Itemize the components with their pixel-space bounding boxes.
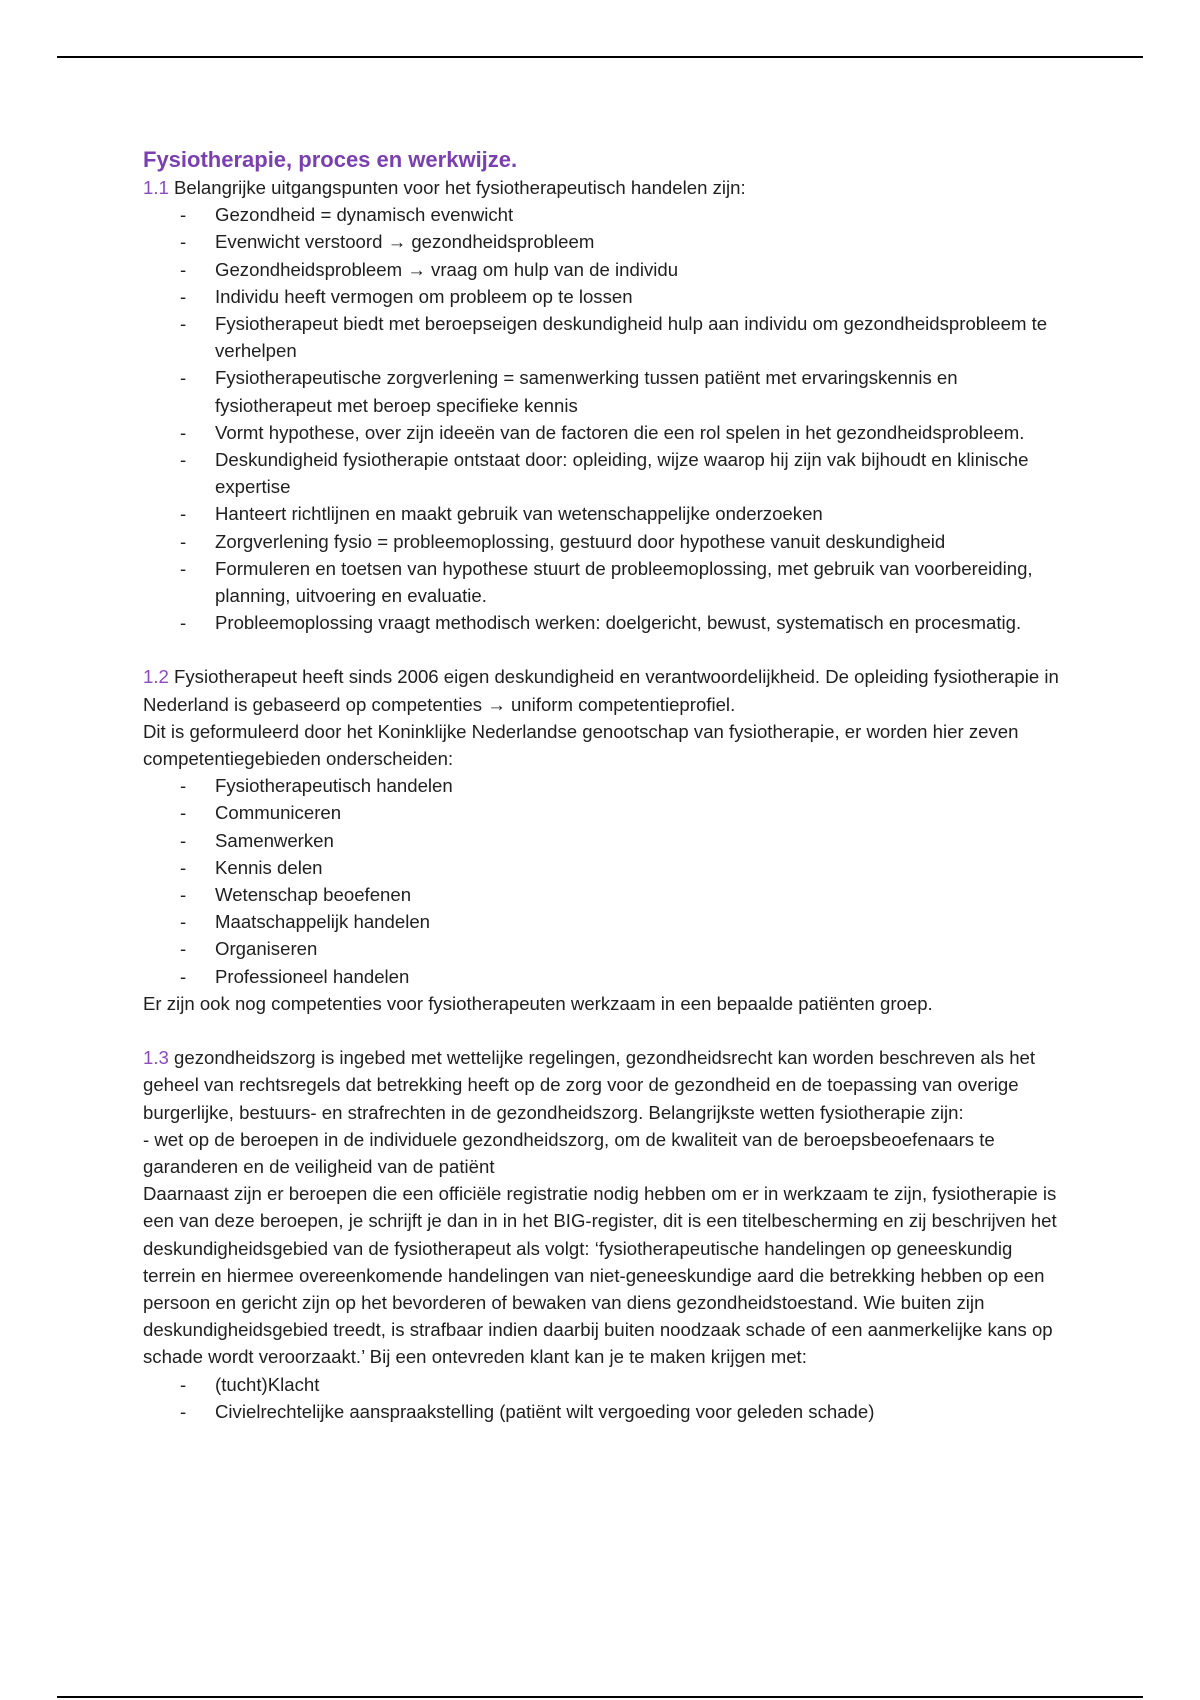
section-2-number: 1.2 (143, 666, 169, 688)
section-2-outro: Er zijn ook nog competenties voor fysiotherapeuten werkzaam in een bepaalde patiënten groep. (143, 992, 933, 1014)
list-item: - Fysiotherapeut biedt met beroepseigen deskundigheid hulp aan individu om gezondheidsprobleem te verhelpen (143, 310, 1063, 364)
list-item: - (tucht)Klacht (143, 1371, 1063, 1398)
section-3-body: Daarnaast zijn er beroepen die een officiële registratie nodig hebben om er in werkzaam te zijn, fysiotherapie is een van deze beroepen, je schrijft je dan in in het BIG-register, dit is een titelbescherming en zij beschrijven het deskundigheidsgebied van de fysiotherapeut als volgt: ‘fysiotherapeutische handelingen op geneeskundig terrein en hiermee overeenkomende handelingen van niet-geneeskundige aard die betrekking hebben op een persoon en gericht zijn op het bevorderen of bewaken van diens gezondheidstoestand. Wie buiten zijn deskundigheidsgebied treedt, is strafbaar indien daarbij buiten noodzaak schade of een aanmerkelijke kans op schade wordt veroorzaakt.’ Bij een ontevreden klant kan je te maken krijgen met: (143, 1183, 1057, 1368)
list-item: - Probleemoplossing vraagt methodisch werken: doelgericht, bewust, systematisch en procesmatig. (143, 609, 1063, 636)
section-3-list (143, 1371, 1063, 1425)
list-item: - Gezondheidsprobleem → vraag om hulp van de individu (143, 256, 1063, 283)
list-item: - Fysiotherapeutische zorgverlening = samenwerking tussen patiënt met ervaringskennis en fysiotherapeut met beroep specifieke kennis (143, 364, 1063, 418)
list-item: - Communiceren (143, 799, 1063, 826)
list-item: - Gezondheid = dynamisch evenwicht (143, 201, 1063, 228)
list-item: - Hanteert richtlijnen en maakt gebruik van wetenschappelijke onderzoeken (143, 500, 1063, 527)
list-item: - Formuleren en toetsen van hypothese stuurt de probleemoplossing, met gebruik van voorbereiding, planning, uitvoering en evaluatie. (143, 555, 1063, 609)
list-item: - Civielrechtelijke aanspraakstelling (patiënt wilt vergoeding voor geleden schade) (143, 1398, 1063, 1425)
list-item: - Wetenschap beoefenen (143, 881, 1063, 908)
section-3-number: 1.3 (143, 1047, 169, 1069)
list-item: - Organiseren (143, 935, 1063, 962)
section-1-number: 1.1 (143, 177, 169, 198)
list-item: - Vormt hypothese, over zijn ideeën van de factoren die een rol spelen in het gezondheidsprobleem. (143, 419, 1063, 446)
list-item: - Professioneel handelen (143, 963, 1063, 990)
section-2-intro-2: Dit is geformuleerd door het Koninklijke Nederlandse genootschap van fysiotherapie, er worden hier zeven competentiegebieden onderscheiden: (143, 720, 1019, 770)
list-item: - Individu heeft vermogen om probleem op te lossen (143, 283, 1063, 310)
list-item: - Kennis delen (143, 854, 1063, 881)
list-item: - Fysiotherapeutisch handelen (143, 772, 1063, 799)
section-1-intro: 1.1 Belangrijke uitgangspunten voor het fysiotherapeutisch handelen zijn: (143, 177, 746, 198)
section-gap (143, 636, 1063, 663)
section-3-intro: 1.3 gezondheidszorg is ingebed met wettelijke regelingen, gezondheidsrecht kan worden beschreven als het geheel van rechtsregels dat betrekking heeft op de zorg voor de gezondheid en de toepassing van overige burgerlijke, bestuurs- en strafrechten in de gezondheidszorg. Belangrijkste wetten fysiotherapie zijn: (143, 1047, 1036, 1123)
section-1-list (143, 201, 1063, 636)
section-2-intro: 1.2 Fysiotherapeut heeft sinds 2006 eigen deskundigheid en verantwoordelijkheid. De opleiding fysiotherapie in Nederland is gebaseerd op competenties → uniform competentieprofiel. (143, 666, 1059, 715)
page-title: Fysiotherapie, proces en werkwijze. (143, 147, 518, 172)
list-item: - Deskundigheid fysiotherapie ontstaat door: opleiding, wijze waarop hij zijn vak bijhoudt en klinische expertise (143, 446, 1063, 500)
document-body (143, 146, 1063, 1425)
list-item: - Samenwerken (143, 827, 1063, 854)
footer-rule (57, 1696, 1143, 1698)
list-item: - Maatschappelijk handelen (143, 908, 1063, 935)
section-2-list (143, 772, 1063, 990)
section-3-law: - wet op de beroepen in de individuele gezondheidszorg, om de kwaliteit van de beroepsbeoefenaars te garanderen en de veiligheid van de patiënt (143, 1128, 995, 1177)
list-item: - Evenwicht verstoord → gezondheidsprobleem (143, 228, 1063, 255)
list-item: - Zorgverlening fysio = probleemoplossing, gestuurd door hypothese vanuit deskundigheid (143, 528, 1063, 555)
section-gap (143, 1017, 1063, 1044)
header-rule (57, 56, 1143, 58)
